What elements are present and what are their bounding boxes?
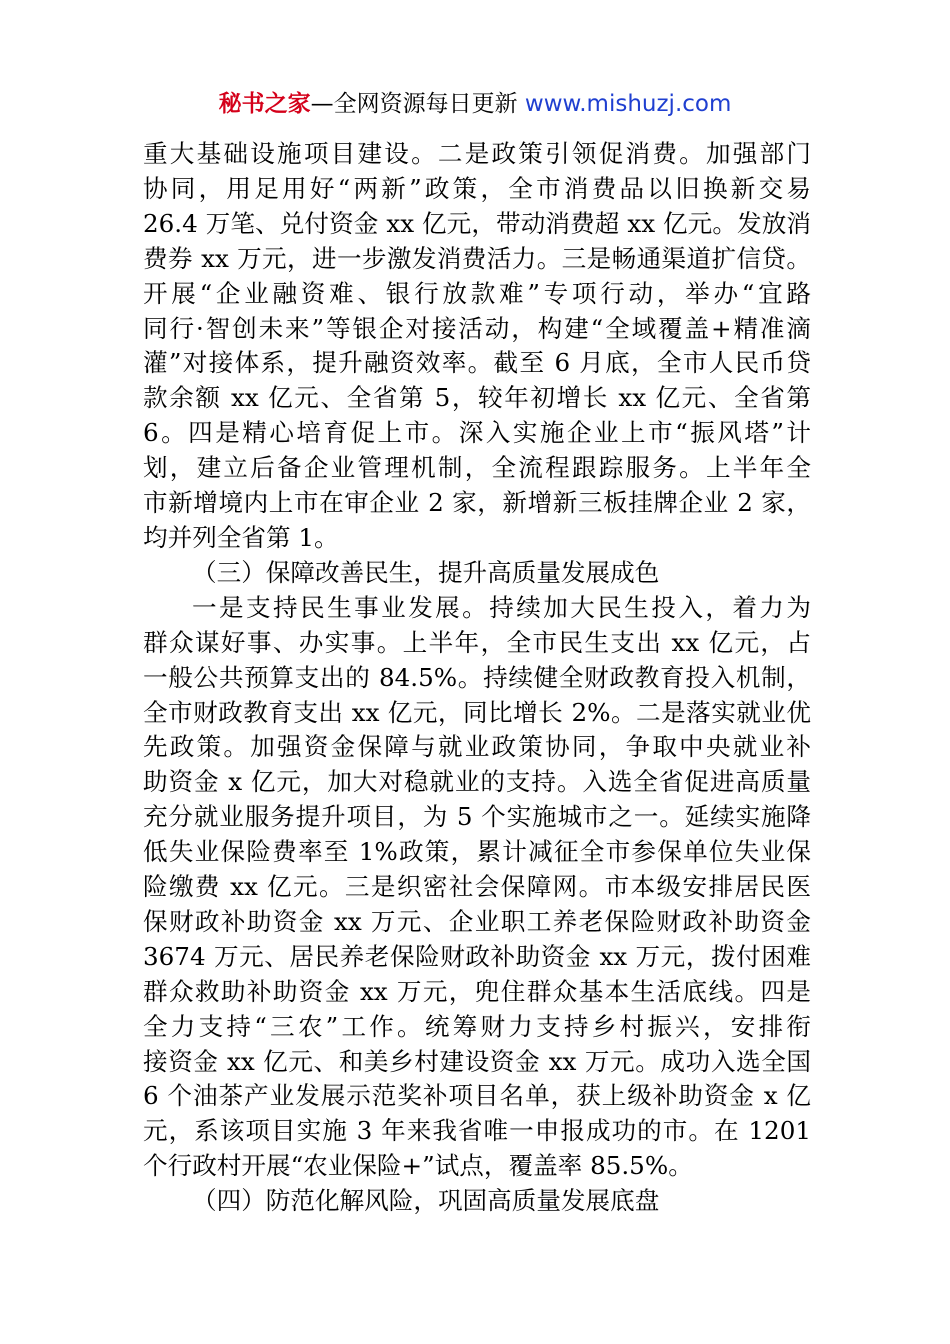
website-url[interactable]: www.mishuzj.com	[524, 91, 732, 117]
text-line: （三）保障改善民生，提升高质量发展成色	[192, 557, 660, 587]
section-heading	[143, 1184, 811, 1219]
text-line: 保财政补助资金 xx 万元、企业职工养老保险财政补助资金	[143, 906, 811, 936]
text-line: 协同，用足用好“两新”政策，全市消费品以旧换新交易	[143, 173, 811, 203]
document-body	[143, 137, 811, 1219]
text-line: 助资金 x 亿元，加大对稳就业的支持。入选全省促进高质量	[143, 767, 811, 797]
body-paragraph	[143, 137, 811, 556]
text-line: 群众救助补助资金 xx 万元，兜住群众基本生活底线。四是	[143, 976, 811, 1006]
text-line: 6。四是精心培育促上市。深入实施企业上市“振风塔”计	[143, 418, 811, 448]
body-paragraph	[143, 591, 811, 1184]
text-line: 3674 万元、居民养老保险财政补助资金 xx 万元，拨付困难	[143, 941, 811, 971]
text-line: 均并列全省第 1。	[143, 522, 339, 552]
text-line: 全市财政教育支出 xx 亿元，同比增长 2%。二是落实就业优	[143, 697, 811, 727]
text-line: 险缴费 xx 亿元。三是织密社会保障网。市本级安排居民医	[143, 872, 811, 902]
text-line: （四）防范化解风险，巩固高质量发展底盘	[192, 1186, 660, 1216]
brand-name: 秘书之家	[218, 91, 311, 117]
text-line: 低失业保险费率至 1%政策，累计减征全市参保单位失业保	[143, 837, 811, 867]
text-line: 同行·智创未来”等银企对接活动，构建“全域覆盖+精准滴	[143, 313, 811, 343]
text-line: 26.4 万笔、兑付资金 xx 亿元，带动消费超 xx 亿元。发放消	[143, 208, 811, 238]
text-line: 款余额 xx 亿元、全省第 5，较年初增长 xx 亿元、全省第	[143, 383, 811, 413]
text-line: 一是支持民生事业发展。持续加大民生投入，着力为	[192, 592, 811, 622]
text-line: 接资金 xx 亿元、和美乡村建设资金 xx 万元。成功入选全国	[143, 1046, 811, 1076]
text-line: 6 个油茶产业发展示范奖补项目名单，获上级补助资金 x 亿	[143, 1081, 811, 1111]
text-line: 重大基础设施项目建设。二是政策引领促消费。加强部门	[143, 139, 811, 168]
text-line: 先政策。加强资金保障与就业政策协同，争取中央就业补	[143, 732, 811, 762]
section-heading	[143, 556, 811, 591]
text-line: 充分就业服务提升项目，为 5 个实施城市之一。延续实施降	[143, 802, 811, 832]
text-line: 市新增境内上市在审企业 2 家，新增新三板挂牌企业 2 家，	[143, 488, 811, 518]
text-line: 元，系该项目实施 3 年来我省唯一申报成功的市。在 1201	[143, 1116, 811, 1146]
text-line: 群众谋好事、办实事。上半年，全市民生支出 xx 亿元，占	[143, 627, 811, 657]
text-line: 灌”对接体系，提升融资效率。截至 6 月底，全市人民币贷	[143, 348, 811, 378]
text-line: 划，建立后备企业管理机制，全流程跟踪服务。上半年全	[143, 453, 811, 483]
text-line: 一般公共预算支出的 84.5%。持续健全财政教育投入机制，	[143, 662, 811, 692]
text-line: 全力支持“三农”工作。统筹财力支持乡村振兴，安排衔	[143, 1011, 811, 1041]
text-line: 开展“企业融资难、银行放款难”专项行动，举办“宜路	[143, 278, 811, 308]
text-line: 费券 xx 万元，进一步激发消费活力。三是畅通渠道扩信贷。	[143, 243, 811, 273]
text-line: 个行政村开展“农业保险+”试点，覆盖率 85.5%。	[143, 1151, 693, 1181]
page-header	[0, 88, 950, 120]
header-slogan: —全网资源每日更新	[310, 91, 518, 117]
